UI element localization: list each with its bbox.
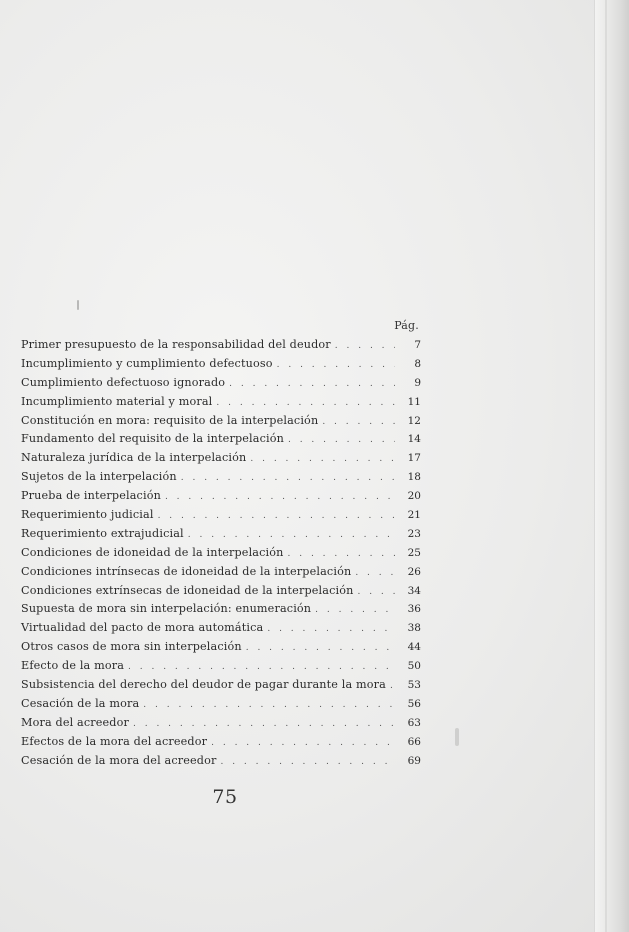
toc-leader-dots [246,639,395,658]
toc-leader-dots [277,356,395,375]
toc-leader-dots [315,601,395,620]
toc-entry [21,600,421,619]
toc-leader-dots [133,715,395,734]
toc-entry [21,506,421,525]
toc-entry-page: 44 [407,641,421,654]
toc-entry [21,430,421,449]
toc-entry-page: 63 [407,716,421,729]
toc-entry-page: 36 [407,603,421,616]
toc-entry [21,582,421,601]
toc-entry-page: 7 [414,339,421,351]
toc-entry-title: Mora del acreedor [21,715,130,729]
toc-entry-page: 38 [407,622,421,635]
toc-entry-page: 34 [407,584,421,597]
toc-entry-title: Otros casos de mora sin interpelación [21,640,242,654]
toc-entry-title: Naturaleza jurídica de la interpelación [21,451,247,465]
toc-entry-page: 8 [414,357,421,370]
toc-entry [21,412,421,431]
toc-entry-title: Incumplimiento y cumplimiento defectuoso [21,356,273,370]
toc-entry-page: 17 [407,452,421,465]
toc-entry-title: Efectos de la mora del acreedor [21,734,208,748]
toc-entry [21,752,421,771]
toc-entry [21,525,421,544]
toc-entry [21,695,421,714]
toc-leader-dots [229,375,395,394]
toc-leader-dots [220,753,395,772]
toc-entry [21,733,421,752]
page-number: 75 [212,786,238,808]
toc-entry-page: 18 [407,471,421,484]
toc-leader-dots [322,413,395,432]
toc-entry [21,393,421,412]
toc-entry-title: Sujetos de la interpelación [21,470,177,484]
table-of-contents [21,319,421,770]
toc-leader-dots [250,450,395,469]
toc-entry [21,657,421,676]
page-column-header: Pág. [394,319,419,332]
toc-leader-dots [158,507,395,526]
toc-leader-dots [216,394,395,413]
toc-entry-page: 21 [407,509,421,522]
toc-entry-title: Supuesta de mora sin interpelación: enumeración [21,602,312,616]
toc-entry [21,336,421,355]
paper-speck [77,300,79,310]
paper-speck [455,728,459,746]
toc-entry-title: Primer presupuesto de la responsabilidad del deudor [21,338,331,351]
toc-entry-title: Cesación de la mora del acreedor [21,753,217,767]
toc-entry [21,714,421,733]
toc-entry-title: Virtualidad del pacto de mora automática [21,621,264,635]
toc-entry-title: Efecto de la mora [21,659,125,673]
toc-entry [21,638,421,657]
toc-entry-page: 12 [407,414,421,427]
toc-list [21,336,421,770]
toc-entry [21,449,421,468]
toc-leader-dots [357,583,395,602]
toc-entry-page: 14 [407,433,421,446]
toc-leader-dots [165,488,395,507]
page-binding-edge [594,0,629,932]
toc-entry-page: 11 [407,395,421,408]
toc-entry [21,676,421,695]
toc-entry [21,563,421,582]
toc-entry-page: 25 [407,546,421,559]
toc-leader-dots [181,469,395,488]
toc-entry-page: 9 [414,376,421,389]
toc-leader-dots [211,734,395,753]
toc-entry-title: Condiciones extrínsecas de idoneidad de la interpelación [21,583,354,597]
toc-entry [21,619,421,638]
toc-entry [21,487,421,506]
toc-entry [21,468,421,487]
toc-leader-dots [143,696,395,715]
toc-leader-dots [128,658,395,677]
toc-leader-dots [355,564,395,583]
toc-entry-title: Subsistencia del derecho del deudor de pagar durante la mora [21,678,386,692]
binding-shadow-line [605,0,607,932]
toc-entry-title: Incumplimiento material y moral [21,394,213,408]
toc-entry-title: Requerimiento judicial [21,508,154,522]
toc-entry [21,355,421,374]
toc-entry-title: Constitución en mora: requisito de la interpelación [21,413,319,427]
toc-entry-title: Prueba de interpelación [21,489,161,503]
toc-entry-title: Requerimiento extrajudicial [21,526,184,540]
toc-entry [21,374,421,393]
toc-entry-page: 50 [407,660,421,673]
toc-entry-page: 23 [407,527,421,540]
toc-entry-page: 56 [407,697,421,710]
toc-entry-page: 20 [407,490,421,503]
toc-entry-title: Condiciones intrínsecas de idoneidad de la interpelación [21,564,352,578]
toc-entry-title: Cesación de la mora [21,696,140,710]
toc-leader-dots [335,337,395,356]
toc-leader-dots [188,526,395,545]
toc-entry-title: Fundamento del requisito de la interpelación [21,432,284,446]
toc-entry-page: 53 [407,679,421,692]
toc-entry-page: 26 [407,565,421,578]
toc-entry-title: Cumplimiento defectuoso ignorado [21,375,226,389]
toc-entry-page: 69 [407,754,421,767]
toc-leader-dots [288,431,395,450]
toc-leader-dots [390,677,395,696]
toc-leader-dots [267,620,395,639]
toc-entry-page: 66 [407,735,421,748]
toc-leader-dots [288,545,395,564]
toc-entry-title: Condiciones de idoneidad de la interpelación [21,545,284,559]
toc-entry [21,544,421,563]
